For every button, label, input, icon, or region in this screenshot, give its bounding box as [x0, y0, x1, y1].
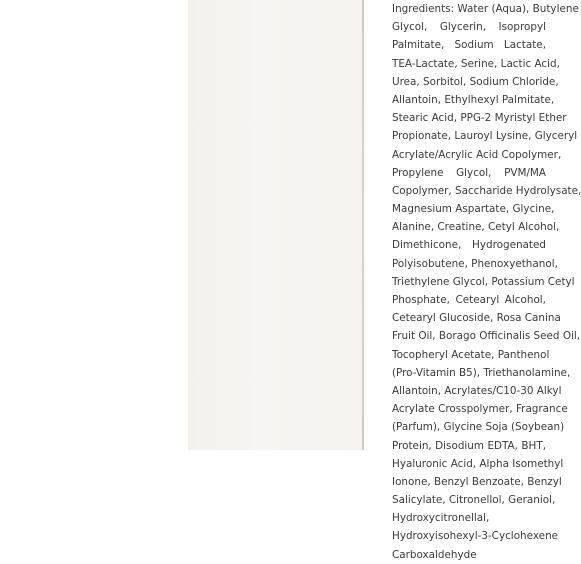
ingredients-line: Urea, Sorbitol, Sodium Chloride, — [392, 75, 559, 88]
ingredients-line: Propylene Glycol, PVM/MA — [392, 166, 546, 179]
ingredients-line: (Parfum), Glycine Soja (Soybean) — [392, 421, 565, 434]
ingredients-line: Protein, Disodium EDTA, BHT, — [392, 439, 546, 452]
ingredients-line: Magnesium Aspartate, Glycine, — [392, 203, 555, 216]
ingredients-line: Hydroxycitronellal, — [392, 512, 490, 525]
label-edge — [362, 0, 364, 450]
ingredients-line: (Pro-Vitamin B5), Triethanolamine, — [392, 366, 571, 379]
ingredients-line: Polyisobutene, Phenoxyethanol, — [392, 257, 558, 270]
ingredients-line: Dimethicone, Hydrogenated — [392, 239, 546, 252]
ingredients-line: Ingredients: Water (Aqua), Butylene — [392, 3, 579, 15]
ingredients-line: Allantoin, Ethylhexyl Palmitate, — [392, 93, 555, 106]
ingredients-line: Alanine, Creatine, Cetyl Alcohol, — [392, 221, 560, 234]
ingredients-line: Acrylate Crosspolymer, Fragrance — [392, 403, 568, 416]
ingredients-line: Glycol, Glycerin, Isopropyl — [392, 21, 546, 34]
ingredients-line: Fruit Oil, Borago Officinalis Seed Oil, — [392, 330, 581, 343]
ingredients-text — [392, 0, 581, 564]
ingredients-line: Palmitate, Sodium Lactate, — [392, 39, 546, 52]
ingredients-line: Cetearyl Glucoside, Rosa Canina — [392, 312, 561, 325]
ingredients-line: Copolymer, Saccharide Hydrolysate, — [392, 184, 581, 197]
ingredients-line: Tocopheryl Acetate, Panthenol — [392, 348, 550, 361]
ingredients-line: Stearic Acid, PPG-2 Myristyl Ether — [392, 112, 567, 125]
ingredients-line: Hyaluronic Acid, Alpha Isomethyl — [392, 457, 564, 470]
ingredients-line: TEA-Lactate, Serine, Lactic Acid, — [392, 57, 560, 70]
ingredients-line: Hydroxyisohexyl-3-Cyclohexene — [392, 530, 559, 543]
ingredients-line: Ionone, Benzyl Benzoate, Benzyl — [392, 475, 562, 488]
ingredients-line: Acrylate/Acrylic Acid Copolymer, — [392, 148, 562, 161]
ingredients-line: Salicylate, Citronellol, Geraniol, — [392, 494, 556, 507]
ingredients-line: Allantoin, Acrylates/C10-30 Alkyl — [392, 384, 562, 397]
ingredients-line: Carboxaldehyde — [392, 548, 477, 561]
package-label — [188, 0, 581, 561]
ingredients-line: Triethylene Glycol, Potassium Cetyl — [392, 275, 575, 288]
ingredients-line: Propionate, Lauroyl Lysine, Glyceryl — [392, 130, 578, 143]
ingredients-line: Phosphate, Cetearyl Alcohol, — [392, 294, 546, 306]
